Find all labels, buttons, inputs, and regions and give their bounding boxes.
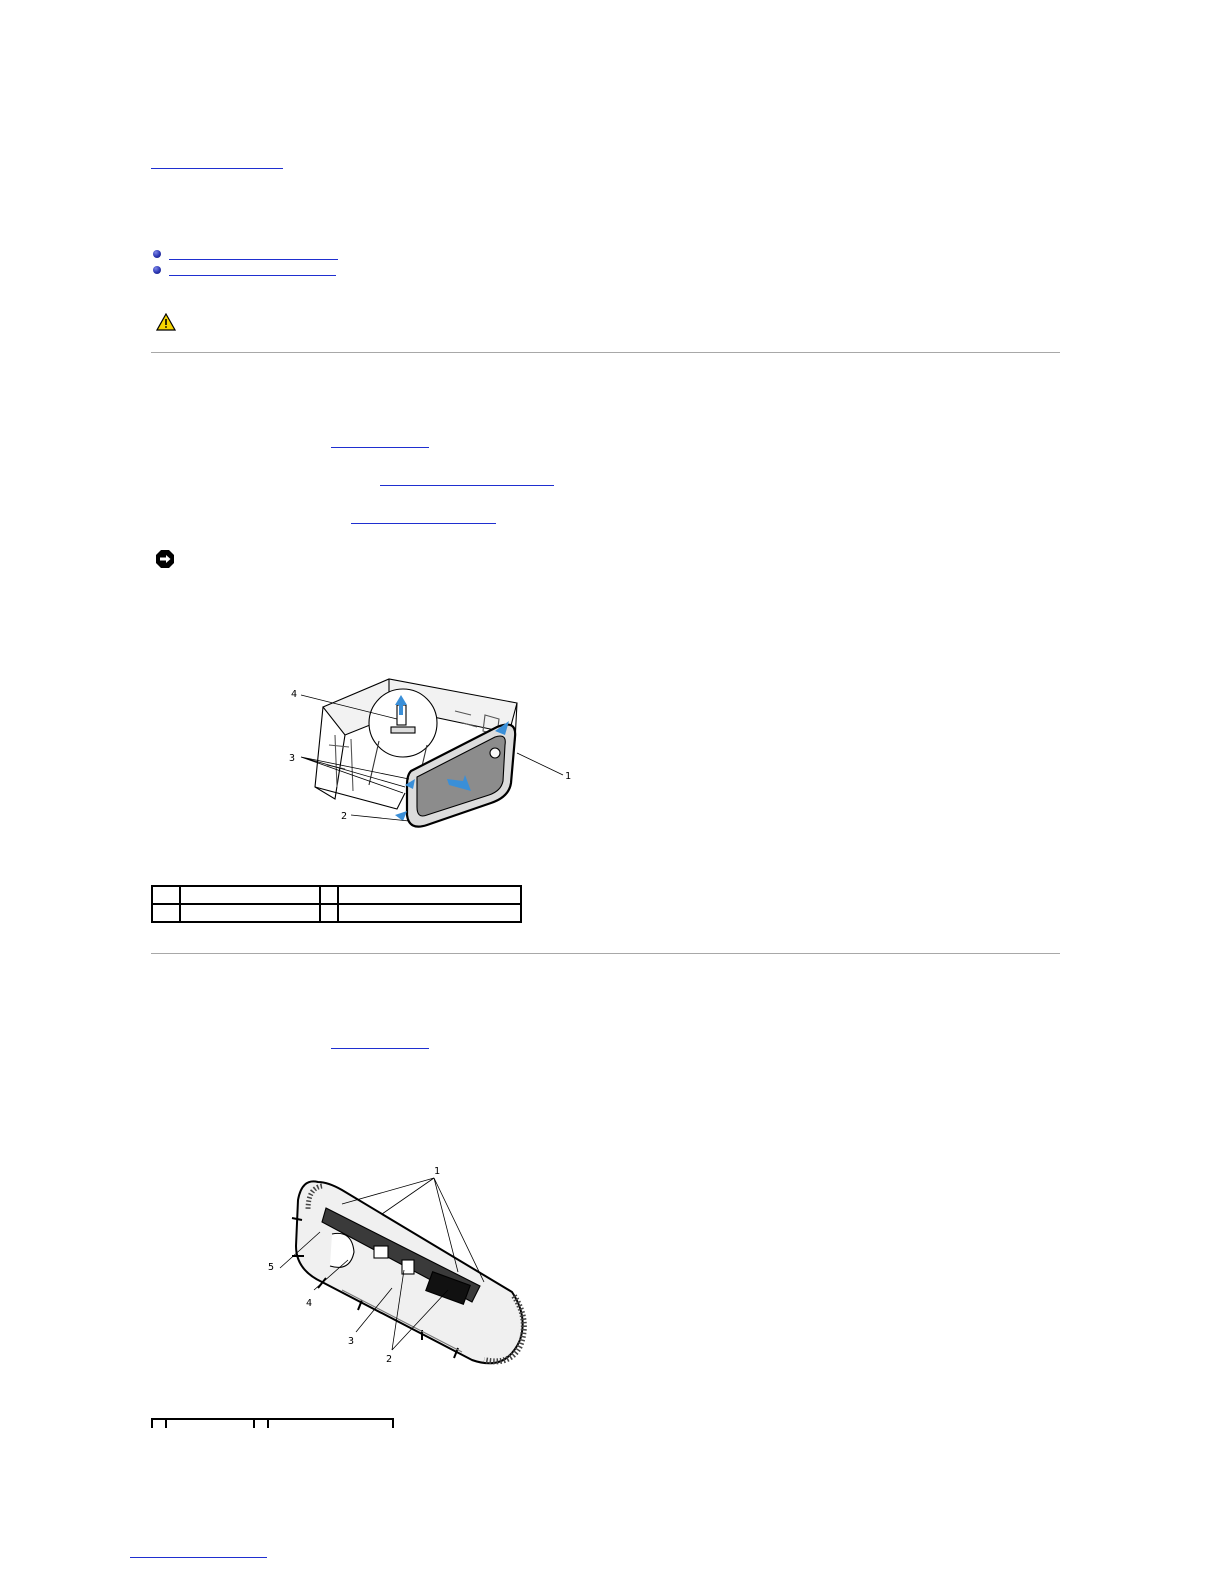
table-cell bbox=[152, 886, 180, 904]
notice-icon bbox=[155, 549, 175, 569]
table-cell bbox=[152, 904, 180, 922]
toc-link-1-underline bbox=[169, 259, 338, 260]
table-row bbox=[152, 1419, 393, 1428]
callout-4: 4 bbox=[291, 689, 298, 700]
callout-1: 1 bbox=[565, 771, 572, 782]
figure1-legend-table bbox=[151, 885, 522, 923]
step-link-3[interactable] bbox=[351, 523, 496, 524]
table-cell bbox=[320, 904, 338, 922]
blue-bullet-icon bbox=[153, 266, 161, 274]
callout-5: 5 bbox=[268, 1262, 275, 1273]
step-link-2[interactable] bbox=[380, 485, 554, 486]
callout-3: 3 bbox=[289, 753, 296, 764]
top-nav-link-underline bbox=[151, 168, 283, 169]
blue-bullet-icon bbox=[153, 250, 161, 258]
callout-2: 2 bbox=[341, 811, 348, 822]
front-panel-removal-figure bbox=[285, 675, 585, 835]
step-link-4[interactable] bbox=[331, 1048, 429, 1049]
table-row bbox=[152, 886, 521, 904]
table-cell bbox=[338, 886, 521, 904]
table-cell bbox=[268, 1419, 393, 1428]
warning-triangle-icon bbox=[156, 313, 176, 331]
callout-2: 2 bbox=[386, 1354, 393, 1365]
step-link-1[interactable] bbox=[331, 447, 429, 448]
table-cell bbox=[338, 904, 521, 922]
bottom-nav-link[interactable] bbox=[130, 1544, 267, 1558]
front-panel-rear-figure bbox=[262, 1160, 532, 1375]
figure2-legend-table bbox=[151, 1418, 394, 1428]
table-cell bbox=[180, 886, 320, 904]
section-divider-2 bbox=[151, 953, 1060, 954]
callout-4: 4 bbox=[306, 1298, 313, 1309]
table-cell bbox=[254, 1419, 268, 1428]
callout-1: 1 bbox=[434, 1166, 441, 1177]
table-cell bbox=[166, 1419, 254, 1428]
bottom-nav-link-underline bbox=[130, 1557, 267, 1558]
table-cell bbox=[152, 1419, 166, 1428]
toc-link-2-underline bbox=[169, 275, 336, 276]
table-row bbox=[152, 904, 521, 922]
callout-3: 3 bbox=[348, 1336, 355, 1347]
section-divider-1 bbox=[151, 352, 1060, 353]
table-cell bbox=[180, 904, 320, 922]
table-cell bbox=[320, 886, 338, 904]
